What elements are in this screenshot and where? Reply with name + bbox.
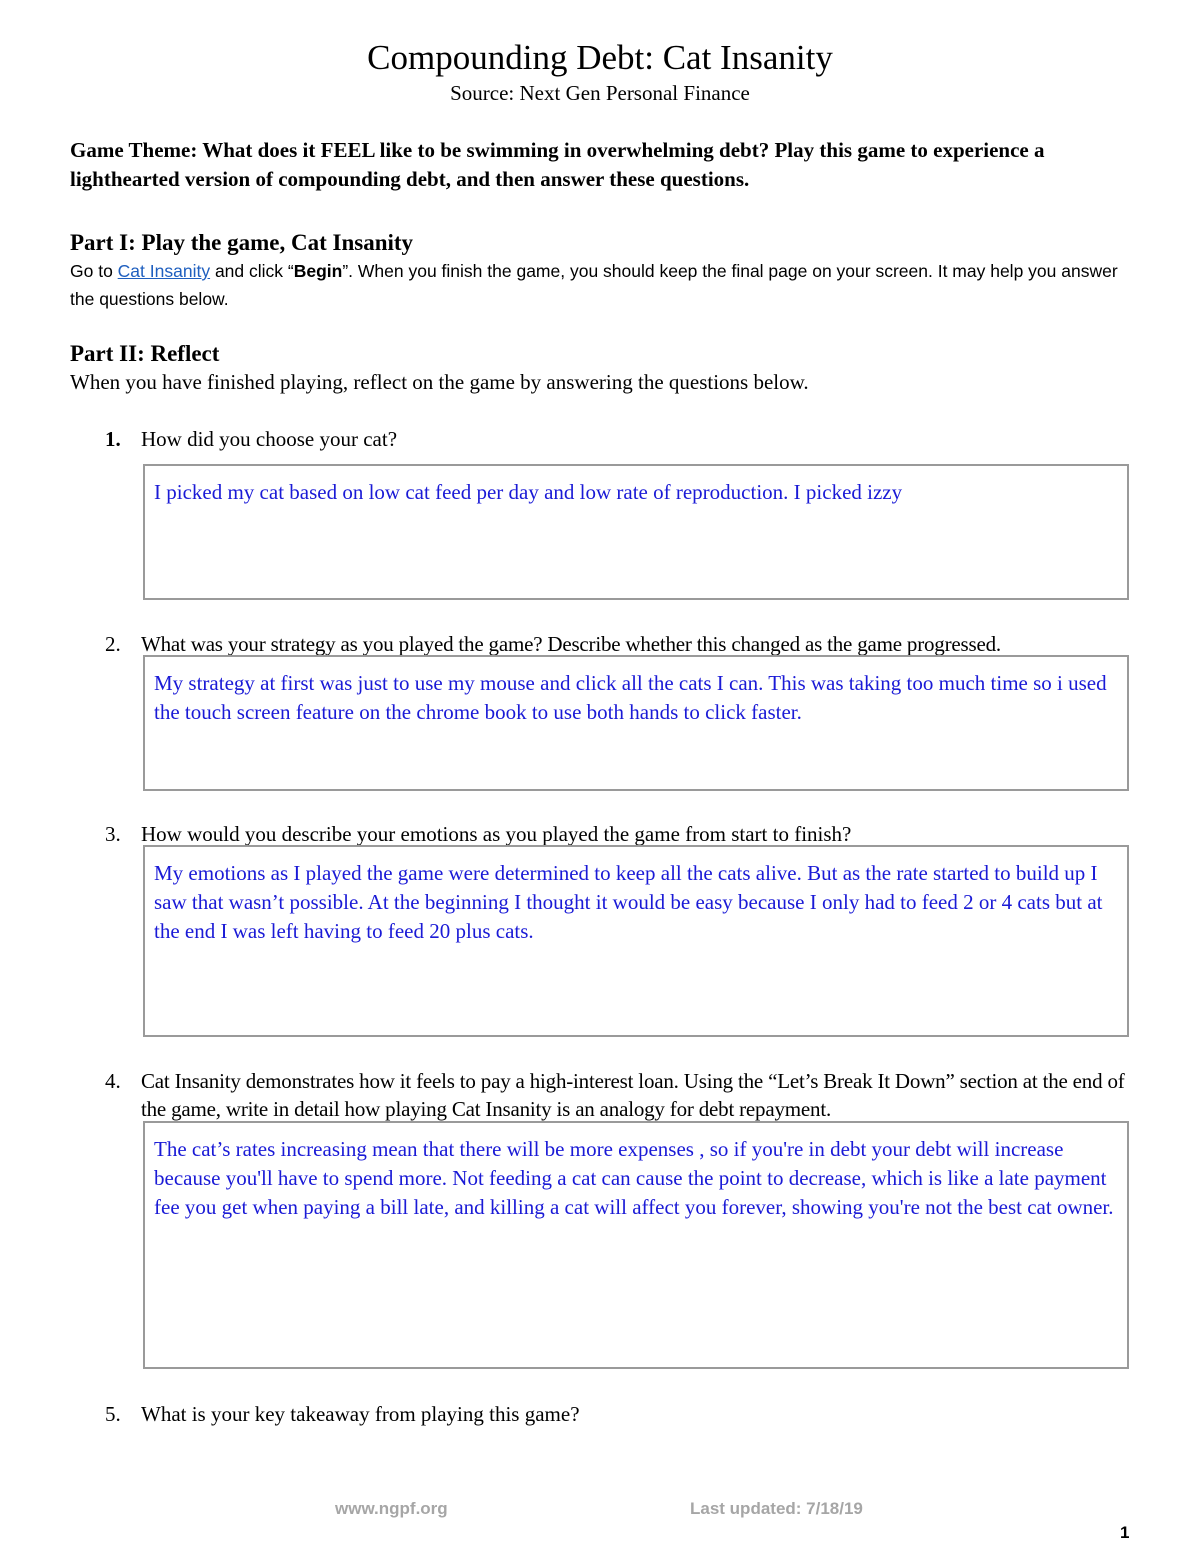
question-text: How would you describe your emotions as you played the game from start to finish? [141,822,852,846]
question-text: What was your strategy as you played the game? Describe whether this changed as the game progressed. [141,632,1001,656]
answer-box-4[interactable] [143,1121,1129,1369]
answer-text: My emotions as I played the game were determined to keep all the cats alive. But as the rate started to build up I saw that wasn’t possible. At the beginning I thought it would be easy because I only had to feed 2 or 4 cats but at the end I was left having to feed 20 plus cats. [154,861,1103,943]
instr-mid: and click “ [210,261,294,281]
instr-prefix: Go to [70,261,118,281]
page-number: 1 [1120,1523,1130,1542]
answer-box-3[interactable] [143,845,1129,1037]
answer-text: The cat’s rates increasing mean that there will be more expenses , so if you're in debt your debt will increase because you'll have to spend more. Not feeding a cat can cause the point to decrease, which is like a late payment fee you get when paying a bill late, and killing a cat will affect you forever, showing you're not the best cat owner. [154,1137,1114,1219]
part1-instructions [70,257,1130,313]
question-number: 4. [105,1069,121,1093]
question-text: How did you choose your cat? [141,427,398,451]
question-number: 1. [105,427,121,451]
question-number: 2. [105,632,121,656]
footer-last-updated: Last updated: 7/18/19 [690,1499,863,1518]
cat-insanity-link[interactable]: Cat Insanity [117,261,211,281]
instr-suffix: ”. When you finish the game, you should keep the final page on your screen. It may help you answer the questions below. [70,261,1118,309]
question-number: 3. [105,822,121,846]
part1-heading: Part I: Play the game, Cat Insanity [70,230,414,255]
begin-label: Begin [293,261,343,281]
question-text: What is your key takeaway from playing this game? [141,1402,580,1426]
part2-intro: When you have finished playing, reflect on the game by answering the questions below. [70,370,809,394]
document-source: Source: Next Gen Personal Finance [450,81,750,105]
part2-heading: Part II: Reflect [70,341,220,366]
question-number: 5. [105,1402,121,1426]
game-theme: Game Theme: What does it FEEL like to be swimming in overwhelming debt? Play this game to experience a lighthearted version of compounding debt, and then answer these questions. [70,138,1045,191]
answer-box-2[interactable] [143,655,1129,791]
footer-website: www.ngpf.org [335,1499,448,1518]
question-text: Cat Insanity demonstrates how it feels to pay a high-interest loan. Using the “Let’s Break It Down” section at the end of the game, write in detail how playing Cat Insanity is an analogy for debt repayment. [141,1069,1125,1121]
answer-text: My strategy at first was just to use my mouse and click all the cats I can. This was taking too much time so i used the touch screen feature on the chrome book to use both hands to click faster. [154,671,1107,724]
answer-text: I picked my cat based on low cat feed per day and low rate of reproduction. I picked izzy [154,480,903,504]
answer-box-1[interactable] [143,464,1129,600]
document-title: Compounding Debt: Cat Insanity [367,38,833,77]
